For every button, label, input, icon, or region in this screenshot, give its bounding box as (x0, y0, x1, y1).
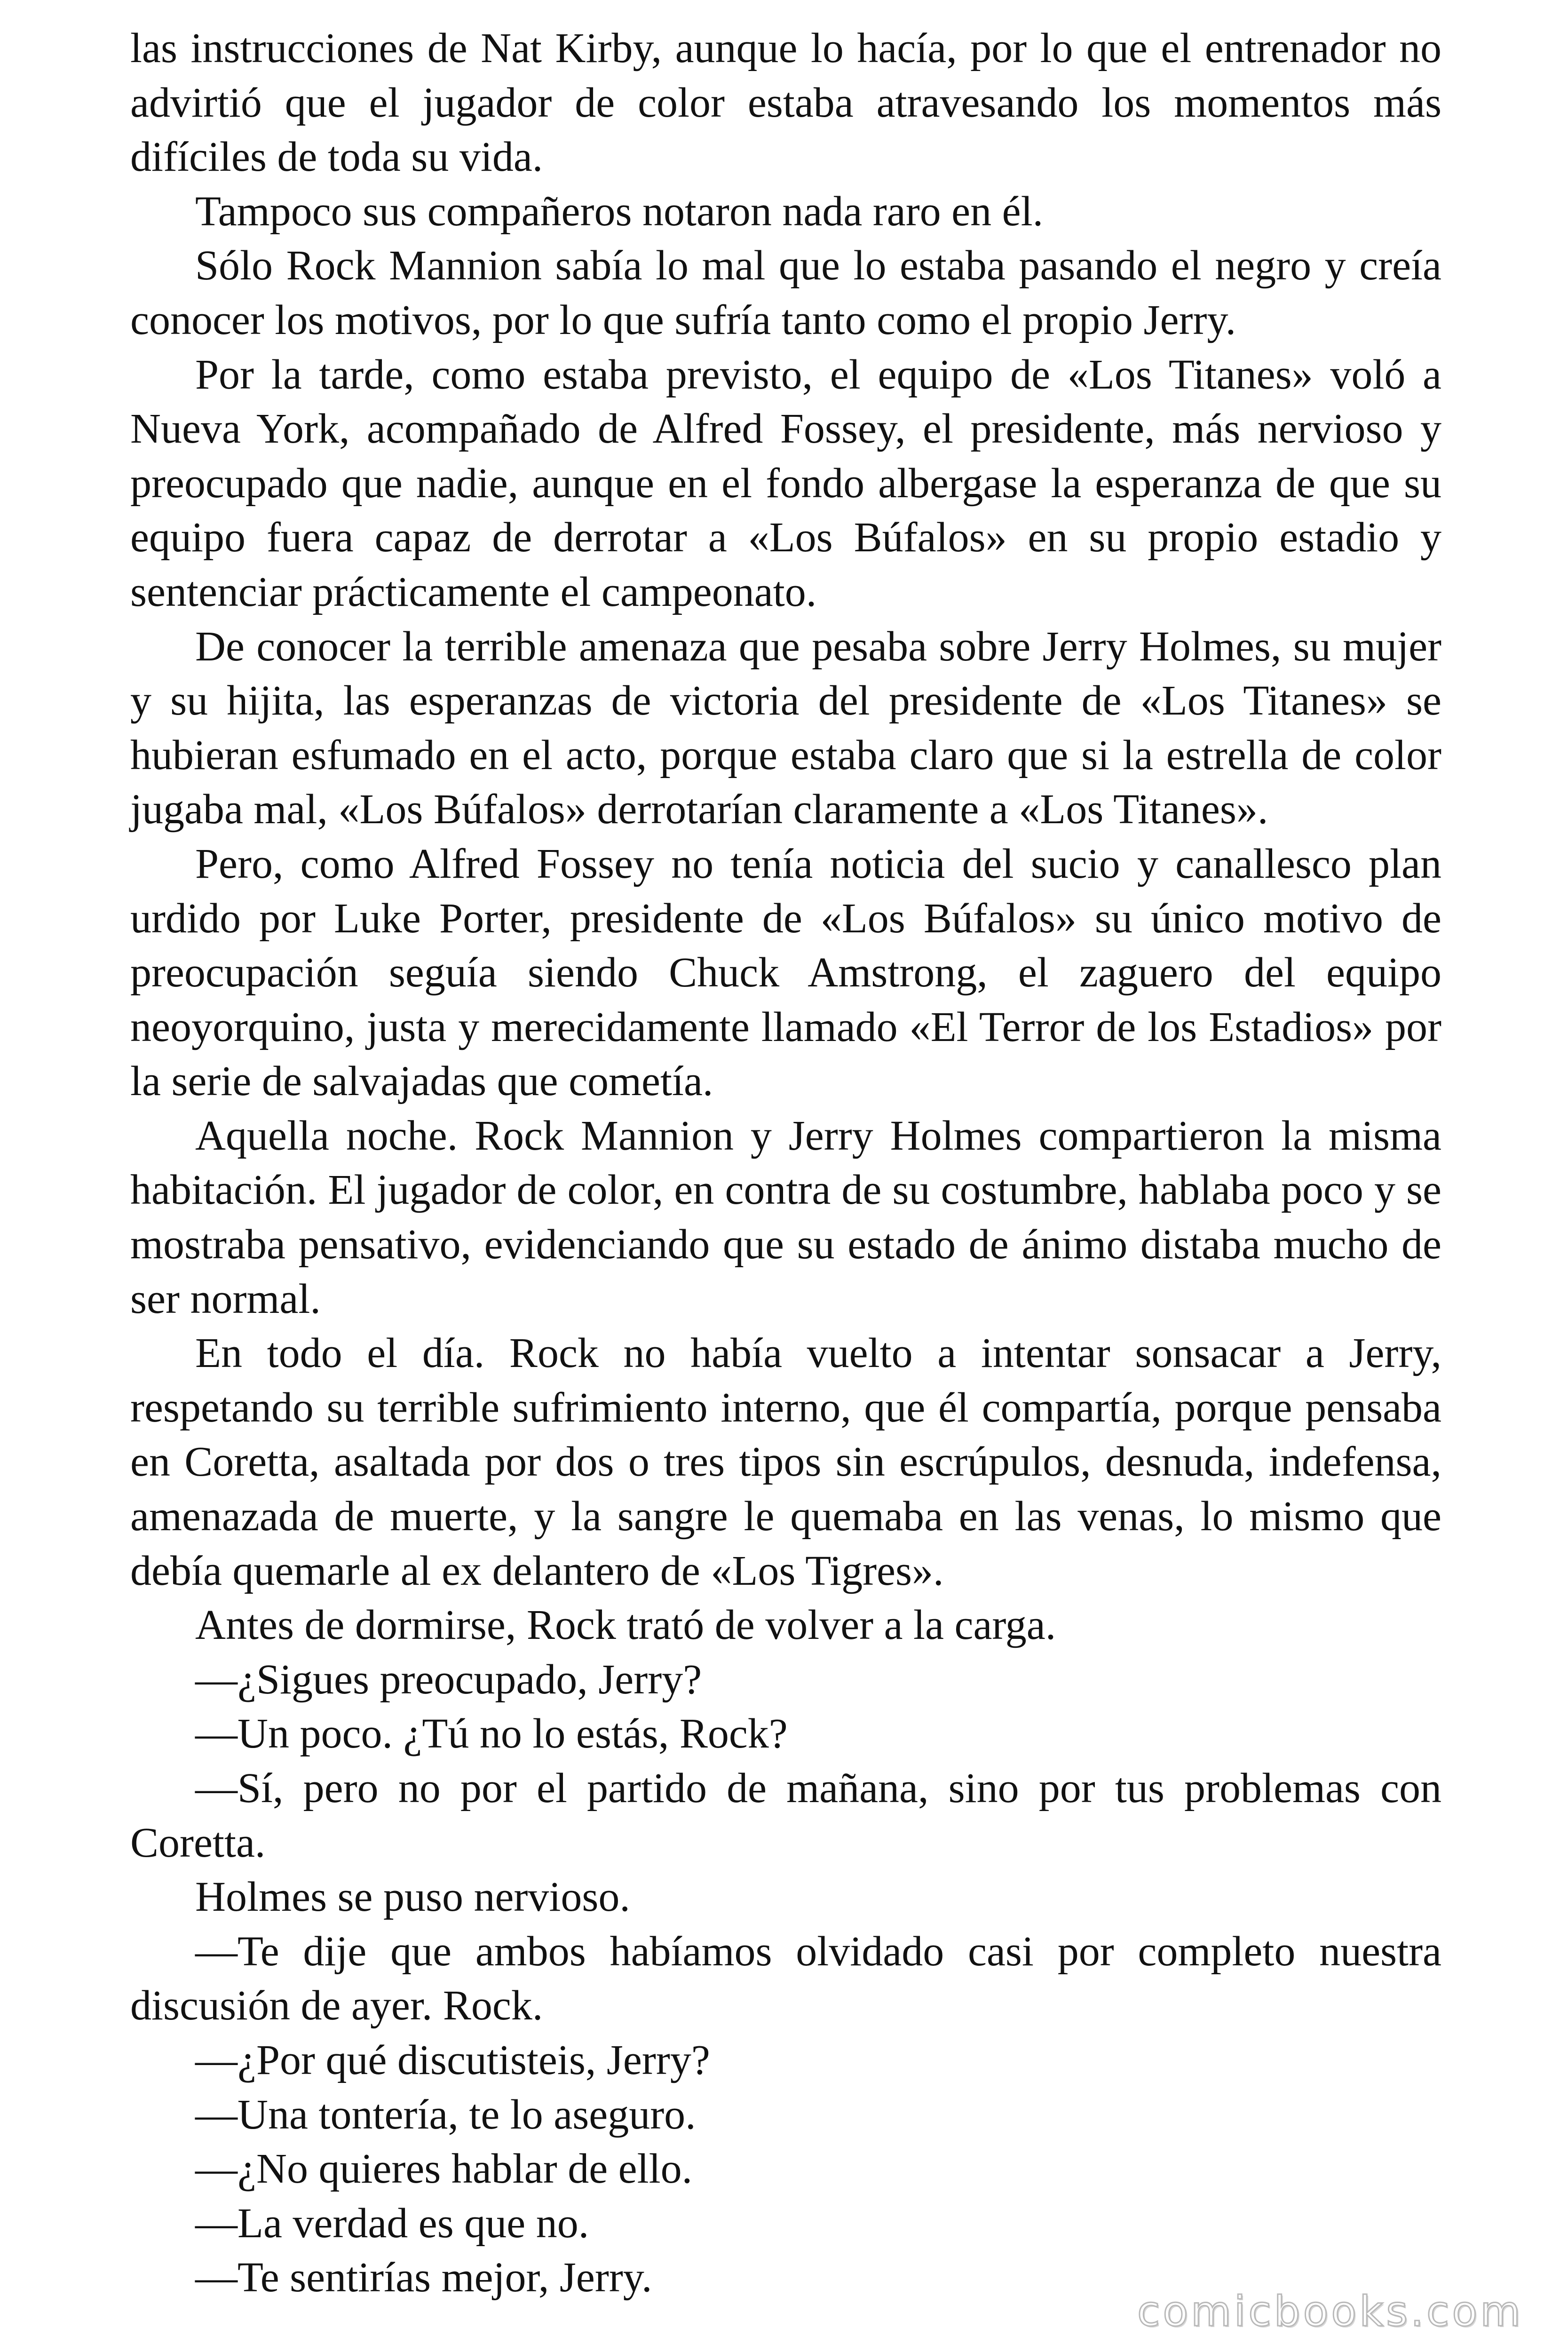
paragraph-3: Sólo Rock Mannion sabía lo mal que lo estaba pasando el negro y creía conocer los motivos, por lo que sufría tanto como el propio Jerry. (130, 242, 1441, 343)
paragraph-7: Aquella noche. Rock Mannion y Jerry Holmes compartieron la misma habitación. El jugador de color, en contra de su costumbre, hablaba poco y se mostraba pensativo, evidenciando que su estado de ánimo distaba mucho de ser normal. (130, 1112, 1441, 1322)
paragraph-10: Holmes se puso nervioso. (195, 1874, 630, 1921)
paragraph-2: Tampoco sus compañeros notaron nada raro en él. (195, 188, 1044, 235)
paragraph-9: Antes de dormirse, Rock trató de volver a la carga. (195, 1602, 1056, 1649)
dialogue-line-7: —¿No quieres hablar de ello. (195, 2145, 693, 2193)
paragraph-1: las instrucciones de Nat Kirby, aunque lo hacía, por lo que el entrenador no advirtió que el jugador de color estaba atravesando los momentos más difíciles de toda su vida. (130, 25, 1441, 181)
dialogue-line-2: —Un poco. ¿Tú no lo estás, Rock? (195, 1710, 788, 1757)
paragraph-6: Pero, como Alfred Fossey no tenía noticia del sucio y canallesco plan urdido por Luke Porter, presidente de «Los Búfalos» su único motivo de preocupación seguía siendo Chuck Amstrong, el zaguero del equipo neoyorquino, justa y merecidamente llamado «El Terror de los Estadios» por la serie de salvajadas que cometía. (130, 840, 1441, 1105)
paragraph-8: En todo el día. Rock no había vuelto a intentar sonsacar a Jerry, respetando su terrible sufrimiento interno, que él compartía, porque pensaba en Coretta, asaltada por dos o tres tipos sin escrúpulos, desnuda, indefensa, amenazada de muerte, y la sangre le quemaba en las venas, lo mismo que debía quemarle al ex delantero de «Los Tigres». (130, 1330, 1441, 1594)
dialogue-line-9: —Te sentirías mejor, Jerry. (195, 2254, 652, 2301)
watermark: comicbooks.com (1137, 2287, 1523, 2336)
dialogue-line-6: —Una tontería, te lo aseguro. (195, 2091, 696, 2138)
page-body (130, 21, 1441, 2305)
dialogue-line-3: —Sí, pero no por el partido de mañana, sino por tus problemas con Coretta. (130, 1765, 1441, 1866)
dialogue-line-1: —¿Sigues preocupado, Jerry? (195, 1656, 702, 1703)
paragraph-4: Por la tarde, como estaba previsto, el equipo de «Los Titanes» voló a Nueva York, acompañado de Alfred Fossey, el presidente, más nervioso y preocupado que nadie, aunque en el fondo albergase la esperanza de que su equipo fuera capaz de derrotar a «Los Búfalos» en su propio estadio y sentenciar prácticamente el campeonato. (130, 351, 1441, 615)
dialogue-line-5: —¿Por qué discutisteis, Jerry? (195, 2036, 710, 2083)
dialogue-line-8: —La verdad es que no. (195, 2200, 589, 2247)
paragraph-5: De conocer la terrible amenaza que pesaba sobre Jerry Holmes, su mujer y su hijita, las esperanzas de victoria del presidente de «Los Titanes» se hubieran esfumado en el acto, porque estaba claro que si la estrella de color jugaba mal, «Los Búfalos» derrotarían claramente a «Los Titanes». (130, 623, 1441, 833)
dialogue-line-4: —Te dije que ambos habíamos olvidado casi por completo nuestra discusión de ayer. Rock. (130, 1928, 1441, 2029)
